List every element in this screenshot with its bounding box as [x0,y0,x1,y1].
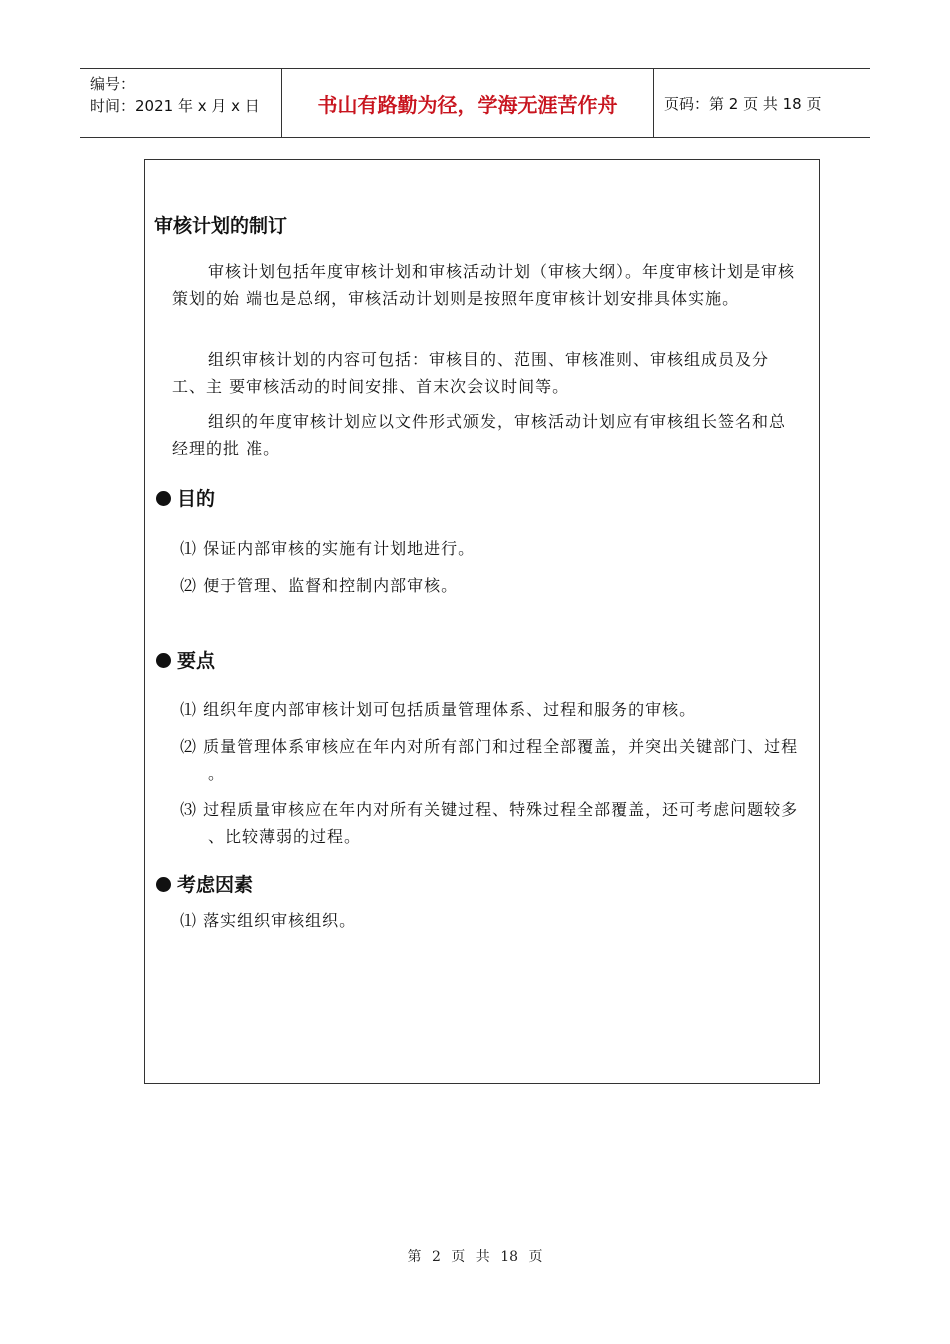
bullet-dot-icon [156,877,171,892]
page-header [80,68,870,138]
intro-paragraph-2: 组织审核计划的内容可包括：审核目的、范围、审核准则、审核组成员及分工、主 要审核活动的时间安排、首末次会议时间等。 [172,350,770,396]
document-title: 审核计划的制订 [154,215,288,237]
header-page-info: 页码：第 2 页 共 18 页 [664,94,822,113]
list-item: ⑴ 组织年度内部审核计划可包括质量管理体系、过程和服务的审核。 [180,700,697,719]
section-heading-text: 考虑因素 [177,874,254,896]
bullet-dot-icon [156,491,171,506]
section-heading-purpose [156,484,215,511]
section-heading-key-points [156,646,215,673]
list-item: ⑴ 落实组织审核组织。 [180,911,357,930]
intro-paragraph-3: 组织的年度审核计划应以文件形式颁发，审核活动计划应有审核组长签名和总经理的批 准。 [172,412,787,458]
document-number-label: 编号： [90,75,136,93]
intro-paragraph-1: 审核计划包括年度审核计划和审核活动计划（审核大纲）。年度审核计划是审核策划的始 端也是总纲，审核活动计划则是按照年度审核计划安排具体实施。 [172,262,796,308]
header-meta [80,69,282,137]
list-item: ⑶ 过程质量审核应在年内对所有关键过程、特殊过程全部覆盖，还可考虑问题较多 、比较薄弱的过程。 [180,800,799,846]
header-motto: 书山有路勤为径，学海无涯苦作舟 [282,69,654,137]
section-heading-text: 要点 [177,650,216,672]
section-heading-text: 目的 [177,488,216,510]
section-heading-considerations [156,870,253,897]
list-item: ⑵ 质量管理体系审核应在年内对所有部门和过程全部覆盖，并突出关键部门、过程 。 [180,737,799,783]
bullet-dot-icon [156,653,171,668]
list-item: ⑴ 保证内部审核的实施有计划地进行。 [180,539,476,558]
document-date: 时间：2021 年 x 月 x 日 [90,97,260,115]
list-item: ⑵ 便于管理、监督和控制内部审核。 [180,576,459,595]
page-footer: 第 2 页 共 18 页 [407,1249,543,1265]
